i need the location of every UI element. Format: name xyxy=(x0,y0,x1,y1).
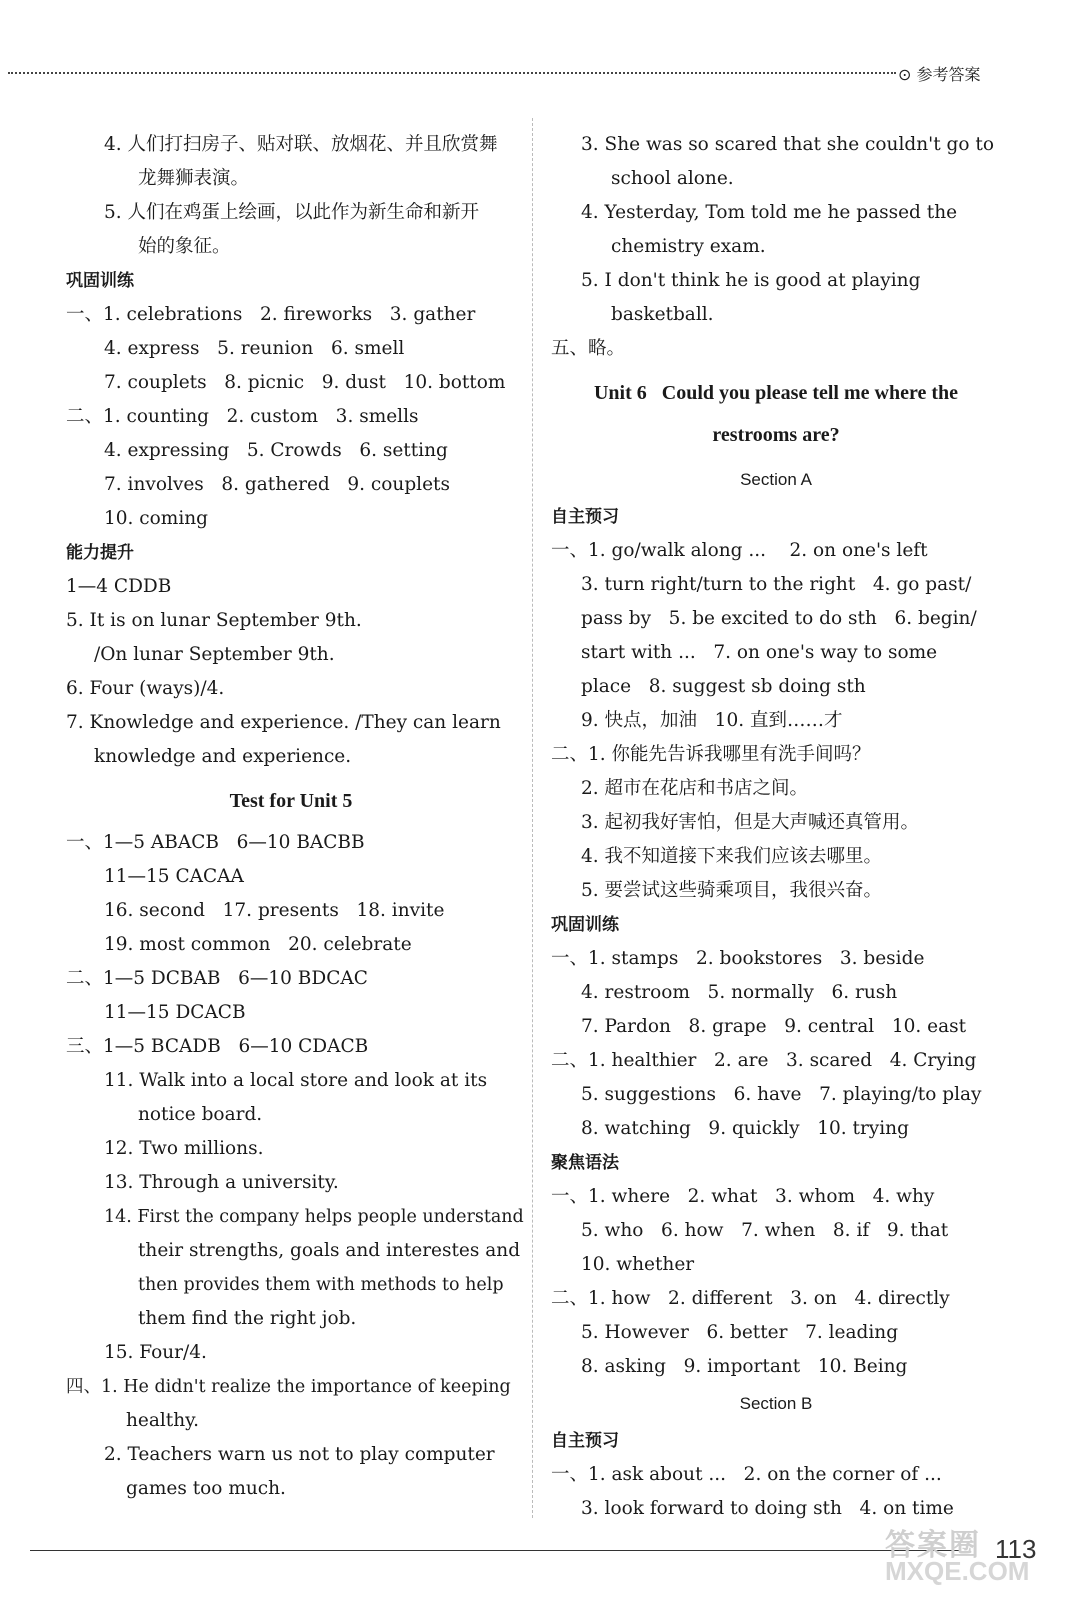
answer-line: 19. most common 20. celebrate xyxy=(104,934,412,955)
left-column xyxy=(66,128,524,1506)
answer-line: 一、1—5 ABACB 6—10 BACBB xyxy=(66,832,365,853)
answer-line: 二、1. 你能先告诉我哪里有洗手间吗？ xyxy=(551,744,871,765)
watermark: 答案圈 xyxy=(885,1529,981,1562)
answer-line: 7. Pardon 8. grape 9. central 10. east xyxy=(581,1016,967,1037)
answer-line: their strengths, goals and interestes and xyxy=(138,1240,521,1261)
answer-line: 3. 起初我好害怕，但是大声喊还真管用。 xyxy=(581,812,920,833)
page-number: 113 xyxy=(995,1534,1037,1564)
answer-line: 7. couplets 8. picnic 9. dust 10. bottom xyxy=(104,372,506,393)
answer-line: /On lunar September 9th. xyxy=(94,644,335,665)
answer-line: games too much. xyxy=(126,1478,286,1499)
answer-line: 3. look forward to doing sth 4. on time xyxy=(581,1498,954,1519)
answer-line: 二、1. counting 2. custom 3. smells xyxy=(66,406,419,427)
column-divider xyxy=(532,118,533,1518)
answer-line: them find the right job. xyxy=(138,1308,357,1329)
answer-line: 一、1. celebrations 2. fireworks 3. gather xyxy=(66,304,476,325)
answer-line: healthy. xyxy=(126,1410,200,1431)
answer-line: 11. Walk into a local store and look at its xyxy=(104,1070,488,1091)
answer-line: 一、1. where 2. what 3. whom 4. why xyxy=(551,1186,935,1207)
answer-line: 9. 快点，加油 10. 直到……才 xyxy=(581,710,843,731)
section-heading: 能力提升 xyxy=(66,543,134,563)
answer-line: 5. 要尝试这些骑乘项目，我很兴奋。 xyxy=(581,880,883,901)
answer-line: 4. expressing 5. Crowds 6. setting xyxy=(104,440,448,461)
watermark-url: MXQE.COM xyxy=(885,1556,1030,1586)
unit-title: Unit 6 Could you please tell me where the xyxy=(593,382,959,404)
right-column xyxy=(551,128,1001,1526)
answer-line: pass by 5. be excited to do sth 6. begin/ xyxy=(581,608,977,629)
answer-line: 2. 超市在花店和书店之间。 xyxy=(581,778,809,799)
answer-line: 5. It is on lunar September 9th. xyxy=(66,610,362,631)
answer-line: 14. First the company helps people understand xyxy=(104,1207,524,1227)
answer-line: place 8. suggest sb doing sth xyxy=(581,676,866,697)
answer-line: 5. 人们在鸡蛋上绘画，以此作为新生命和新开 xyxy=(104,202,480,223)
answer-line: 四、1. He didn't realize the importance of keeping xyxy=(66,1377,511,1397)
answer-line: 二、1. how 2. different 3. on 4. directly xyxy=(551,1288,950,1309)
section-heading: 巩固训练 xyxy=(551,915,619,935)
answer-line: 一、1. stamps 2. bookstores 3. beside xyxy=(551,948,925,969)
answer-line: 4. Yesterday, Tom told me he passed the xyxy=(581,202,958,223)
answer-line: 一、1. ask about ... 2. on the corner of ... xyxy=(551,1464,942,1485)
answer-line: 11—15 CACAA xyxy=(104,866,244,887)
answer-line: 4. restroom 5. normally 6. rush xyxy=(581,982,898,1003)
answer-line: 4. 我不知道接下来我们应该去哪里。 xyxy=(581,846,883,867)
answer-line: 5. suggestions 6. have 7. playing/to play xyxy=(581,1084,982,1105)
answer-line: notice board. xyxy=(138,1104,263,1125)
answer-line: 2. Teachers warn us not to play computer xyxy=(104,1444,495,1465)
answer-line: 10. coming xyxy=(104,508,209,529)
footer-rule xyxy=(30,1550,960,1551)
answer-line: 三、1—5 BCADB 6—10 CDACB xyxy=(66,1036,369,1057)
answer-line: 五、略。 xyxy=(551,338,626,359)
header-dotted-rule xyxy=(8,72,896,74)
section-heading: 自主预习 xyxy=(551,507,619,527)
section-title: Section A xyxy=(740,470,812,489)
answer-line: 1—4 CDDB xyxy=(66,576,172,597)
answer-line: 5. However 6. better 7. leading xyxy=(581,1322,899,1343)
section-heading: 聚焦语法 xyxy=(551,1153,619,1173)
header-label: ⊙ 参考答案 xyxy=(898,65,981,84)
answer-line: 8. asking 9. important 10. Being xyxy=(581,1356,908,1377)
answer-line: 一、1. go/walk along ... 2. on one's left xyxy=(551,540,928,561)
section-title: Section B xyxy=(739,1394,813,1413)
answer-line: 5. who 6. how 7. when 8. if 9. that xyxy=(581,1220,949,1241)
section-heading: 巩固训练 xyxy=(66,271,134,291)
section-heading: 自主预习 xyxy=(551,1431,619,1451)
answer-line: 4. express 5. reunion 6. smell xyxy=(104,338,405,359)
answer-line: 10. whether xyxy=(581,1254,695,1275)
answer-line: 3. turn right/turn to the right 4. go past/ xyxy=(581,574,972,595)
answer-line: 11—15 DCACB xyxy=(104,1002,246,1023)
answer-line: knowledge and experience. xyxy=(94,746,352,767)
answer-line: 始的象征。 xyxy=(138,236,231,257)
answer-line: 12. Two millions. xyxy=(104,1138,264,1159)
answer-line: 5. I don't think he is good at playing xyxy=(581,270,921,291)
answer-line: 6. Four (ways)/4. xyxy=(66,678,225,699)
unit-title-cont: restrooms are? xyxy=(712,424,840,446)
answer-line: 15. Four/4. xyxy=(104,1342,207,1363)
answer-line: then provides them with methods to help xyxy=(138,1275,504,1295)
answer-line: 3. She was so scared that she couldn't go to xyxy=(581,134,994,155)
test-title: Test for Unit 5 xyxy=(229,790,353,812)
answer-line: school alone. xyxy=(611,168,734,189)
answer-line: 8. watching 9. quickly 10. trying xyxy=(581,1118,909,1139)
answer-line: 7. Knowledge and experience. /They can learn xyxy=(66,712,501,733)
answer-line: 二、1. healthier 2. are 3. scared 4. Crying xyxy=(551,1050,977,1071)
answer-line: 7. involves 8. gathered 9. couplets xyxy=(104,474,450,495)
answer-line: 龙舞狮表演。 xyxy=(138,168,250,189)
answer-line: 13. Through a university. xyxy=(104,1172,339,1193)
answer-line: chemistry exam. xyxy=(611,236,766,257)
answer-line: basketball. xyxy=(611,304,714,325)
answer-line: start with ... 7. on one's way to some xyxy=(581,642,938,663)
answer-line: 4. 人们打扫房子、贴对联、放烟花、并且欣赏舞 xyxy=(104,134,498,155)
answer-line: 16. second 17. presents 18. invite xyxy=(104,900,445,921)
answer-line: 二、1—5 DCBAB 6—10 BDCAC xyxy=(66,968,368,989)
